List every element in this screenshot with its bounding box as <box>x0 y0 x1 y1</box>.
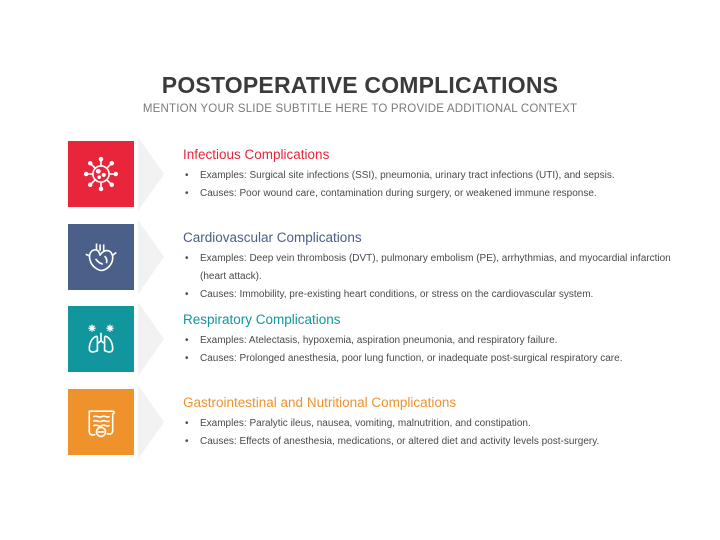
complication-item-gastrointestinal <box>64 385 664 459</box>
examples-text: Examples: Atelectasis, hypoxemia, aspiration pneumonia, and respiratory failure. <box>200 335 558 346</box>
examples-bullet <box>183 167 673 185</box>
item-heading: Respiratory Complications <box>183 312 341 327</box>
examples-bullet <box>183 415 673 433</box>
virus-icon <box>83 156 119 192</box>
causes-text: Causes: Prolonged anesthesia, poor lung function, or inadequate post-surgical respiratory care. <box>200 353 623 364</box>
causes-bullet <box>183 350 673 368</box>
item-heading: Infectious Complications <box>183 147 330 162</box>
causes-text: Causes: Poor wound care, contamination during surgery, or weakened immune response. <box>200 188 597 199</box>
causes-text: Causes: Effects of anesthesia, medications, or altered diet and activity levels post-surgery. <box>200 436 600 447</box>
causes-text: Causes: Immobility, pre-existing heart conditions, or stress on the cardiovascular system. <box>200 289 594 300</box>
icon-box <box>64 302 138 376</box>
item-heading: Cardiovascular Complications <box>183 230 362 245</box>
examples-bullet <box>183 250 673 286</box>
bullet-dot: • <box>185 335 189 346</box>
item-heading: Gastrointestinal and Nutritional Complications <box>183 395 457 410</box>
complication-item-respiratory <box>64 302 664 376</box>
slide-title: POSTOPERATIVE COMPLICATIONS <box>161 72 559 98</box>
icon-box <box>64 220 138 294</box>
slide-subtitle: MENTION YOUR SLIDE SUBTITLE HERE TO PROVIDE ADDITIONAL CONTEXT <box>142 103 578 115</box>
bullet-dot: • <box>185 289 189 300</box>
examples-text: Examples: Deep vein thrombosis (DVT), pulmonary embolism (PE), arrhythmias, and myocardial infarction (heart attack). <box>200 253 671 282</box>
bullet-dot: • <box>185 353 189 364</box>
bullet-dot: • <box>185 436 189 447</box>
intestine-icon <box>83 404 119 440</box>
causes-bullet <box>183 185 673 203</box>
heart-icon <box>83 239 119 275</box>
bullet-dot: • <box>185 170 189 181</box>
icon-box <box>64 137 138 211</box>
complication-item-cardiovascular <box>64 220 671 300</box>
examples-bullet <box>183 332 673 350</box>
causes-bullet <box>183 433 673 451</box>
lungs-icon <box>83 321 119 357</box>
bullet-dot: • <box>185 418 189 429</box>
bullet-dot: • <box>185 253 189 264</box>
examples-text: Examples: Surgical site infections (SSI), pneumonia, urinary tract infections (UTI), and sepsis. <box>200 170 615 181</box>
icon-box <box>64 385 138 459</box>
bullet-dot: • <box>185 188 189 199</box>
examples-text: Examples: Paralytic ileus, nausea, vomiting, malnutrition, and constipation. <box>200 418 531 429</box>
complication-item-infectious <box>64 137 664 211</box>
